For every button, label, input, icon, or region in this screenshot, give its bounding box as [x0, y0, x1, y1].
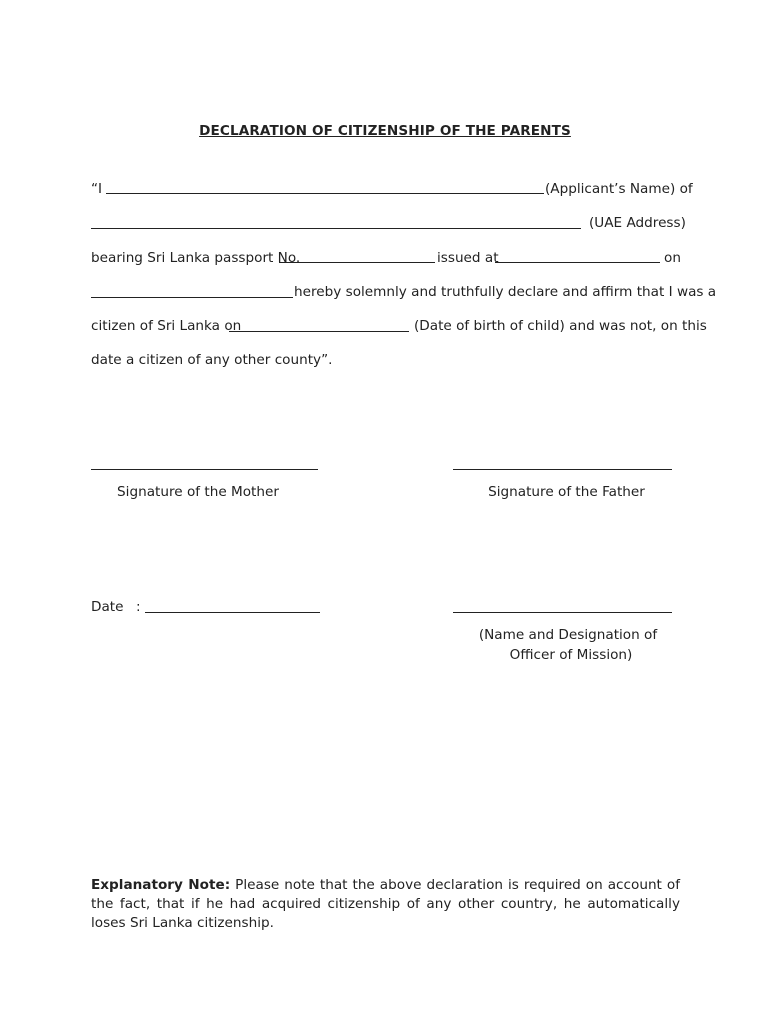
declaration-line5-suffix: (Date of birth of child) and was not, on this: [414, 318, 707, 334]
explanatory-note-label: Explanatory Note:: [91, 877, 231, 893]
father-signature-line[interactable]: [453, 469, 672, 470]
father-signature-label: Signature of the Father: [488, 484, 645, 500]
declaration-line4-suffix: hereby solemnly and truthfully declare and affirm that I was a: [294, 284, 717, 300]
declaration-line3-prefix: bearing Sri Lanka passport No.: [91, 250, 301, 266]
passport-number-field[interactable]: [279, 262, 435, 263]
explanatory-note: [91, 876, 680, 933]
applicant-name-field[interactable]: [106, 193, 544, 194]
officer-label-line1: (Name and Designation of: [478, 627, 658, 643]
document-title: DECLARATION OF CITIZENSHIP OF THE PARENTS: [199, 123, 571, 139]
mother-signature-label: Signature of the Mother: [117, 484, 279, 500]
declaration-date-field[interactable]: [91, 297, 293, 298]
date-label: Date: [91, 599, 124, 615]
declaration-line5-prefix: citizen of Sri Lanka on: [91, 318, 242, 334]
uae-address-field[interactable]: [91, 228, 581, 229]
date-colon: :: [136, 599, 141, 615]
mother-signature-line[interactable]: [91, 469, 318, 470]
declaration-line6: date a citizen of any other county”.: [91, 352, 333, 368]
declaration-line3-middle: issued at: [437, 250, 499, 266]
officer-signature-line[interactable]: [453, 612, 672, 613]
child-birth-date-field[interactable]: [229, 331, 409, 332]
declaration-line3-suffix: on: [664, 250, 681, 266]
declaration-line1-suffix: (Applicant’s Name) of: [545, 181, 693, 197]
officer-label-line2: Officer of Mission): [509, 647, 633, 663]
issued-at-field[interactable]: [495, 262, 660, 263]
declaration-line1-prefix: “I: [91, 181, 103, 197]
declaration-line2-suffix: (UAE Address): [589, 215, 686, 231]
explanatory-note-text: Please note that the above declaration is required on account of the fact, that if he had acquired citizenship of any other country, he automatically loses Sri Lanka citizenship.: [91, 877, 680, 931]
date-field[interactable]: [145, 612, 320, 613]
